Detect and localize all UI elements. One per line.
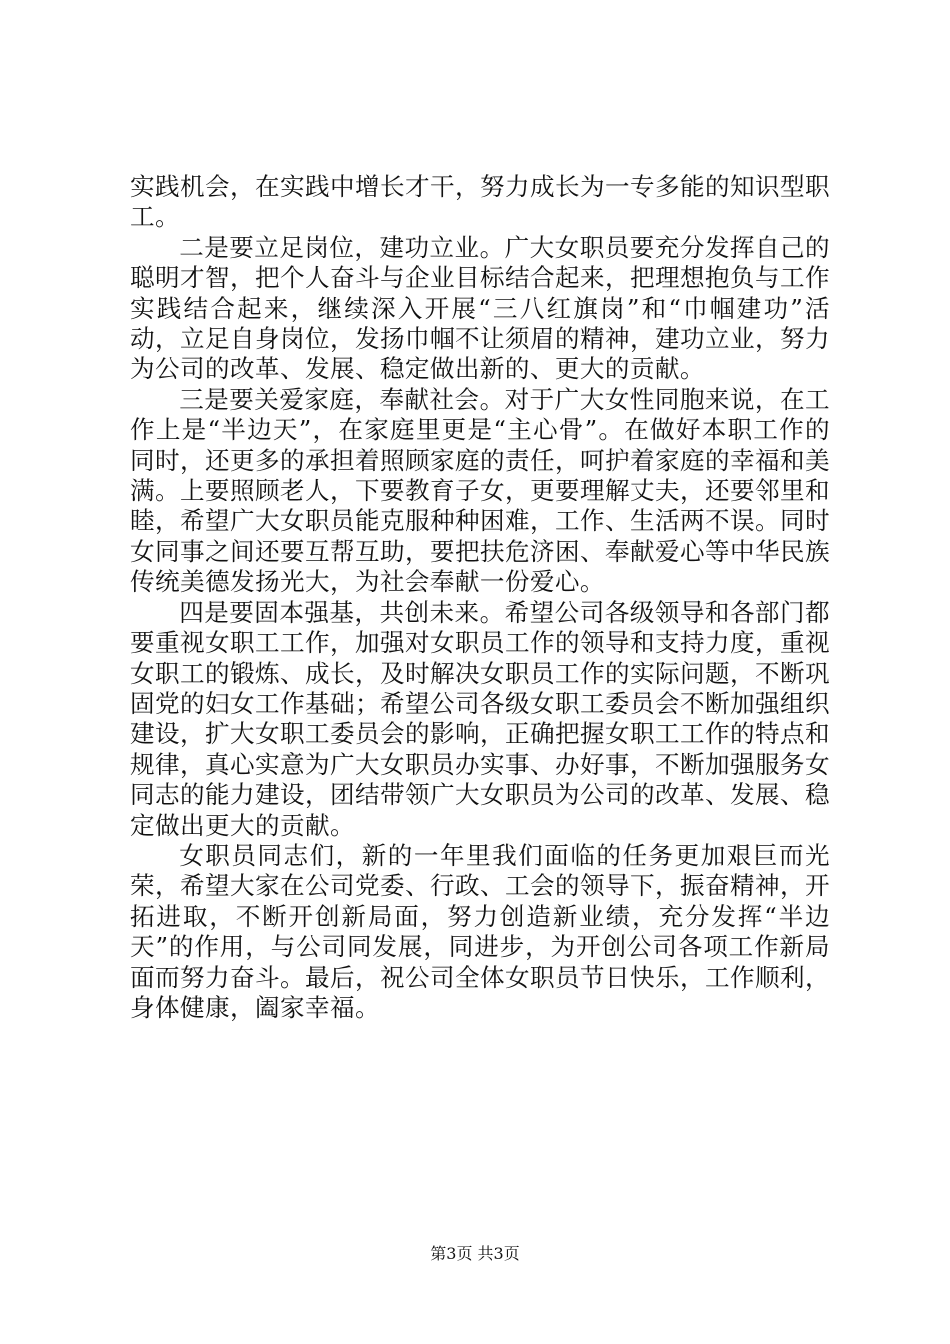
document-body bbox=[130, 172, 830, 1023]
paragraph-3: 三是要关爱家庭，奉献社会。对于广大女性同胞来说，在工作上是“半边天”，在家庭里更是“主心骨”。在做好本职工作的同时，还更多的承担着照顾家庭的责任，呵护着家庭的幸福和美满。上要照顾老人，下要教育子女，更要理解丈夫，还要邻里和睦，希望广大女职员能克服种种困难，工作、生活两不误。同时女同事之间还要互帮互助，要把扶危济困、奉献爱心等中华民族传统美德发扬光大，为社会奉献一份爱心。 bbox=[130, 384, 830, 597]
paragraph-4: 四是要固本强基，共创未来。希望公司各级领导和各部门都要重视女职工工作，加强对女职员工作的领导和支持力度，重视女职工的锻炼、成长，及时解决女职员工作的实际问题，不断巩固党的妇女工作基础；希望公司各级女职工委员会不断加强组织建设，扩大女职工委员会的影响，正确把握女职工工作的特点和规律，真心实意为广大女职员办实事、办好事，不断加强服务女同志的能力建设，团结带领广大女职员为公司的改革、发展、稳定做出更大的贡献。 bbox=[130, 597, 830, 840]
page-number: 第3页 共3页 bbox=[430, 1244, 520, 1263]
paragraph-5: 女职员同志们，新的一年里我们面临的任务更加艰巨而光荣，希望大家在公司党委、行政、工会的领导下，振奋精神，开拓进取，不断开创新局面，努力创造新业绩，充分发挥“半边天”的作用，与公司同发展，同进步，为开创公司各项工作新局面而努力奋斗。最后，祝公司全体女职员节日快乐，工作顺利，身体健康，阖家幸福。 bbox=[130, 840, 830, 1022]
paragraph-2: 二是要立足岗位，建功立业。广大女职员要充分发挥自己的聪明才智，把个人奋斗与企业目标结合起来，把理想抱负与工作实践结合起来，继续深入开展“三八红旗岗”和“巾帼建功”活动，立足自身岗位，发扬巾帼不让须眉的精神，建功立业，努力为公司的改革、发展、稳定做出新的、更大的贡献。 bbox=[130, 232, 830, 384]
paragraph-1: 实践机会，在实践中增长才干，努力成长为一专多能的知识型职工。 bbox=[130, 172, 830, 232]
